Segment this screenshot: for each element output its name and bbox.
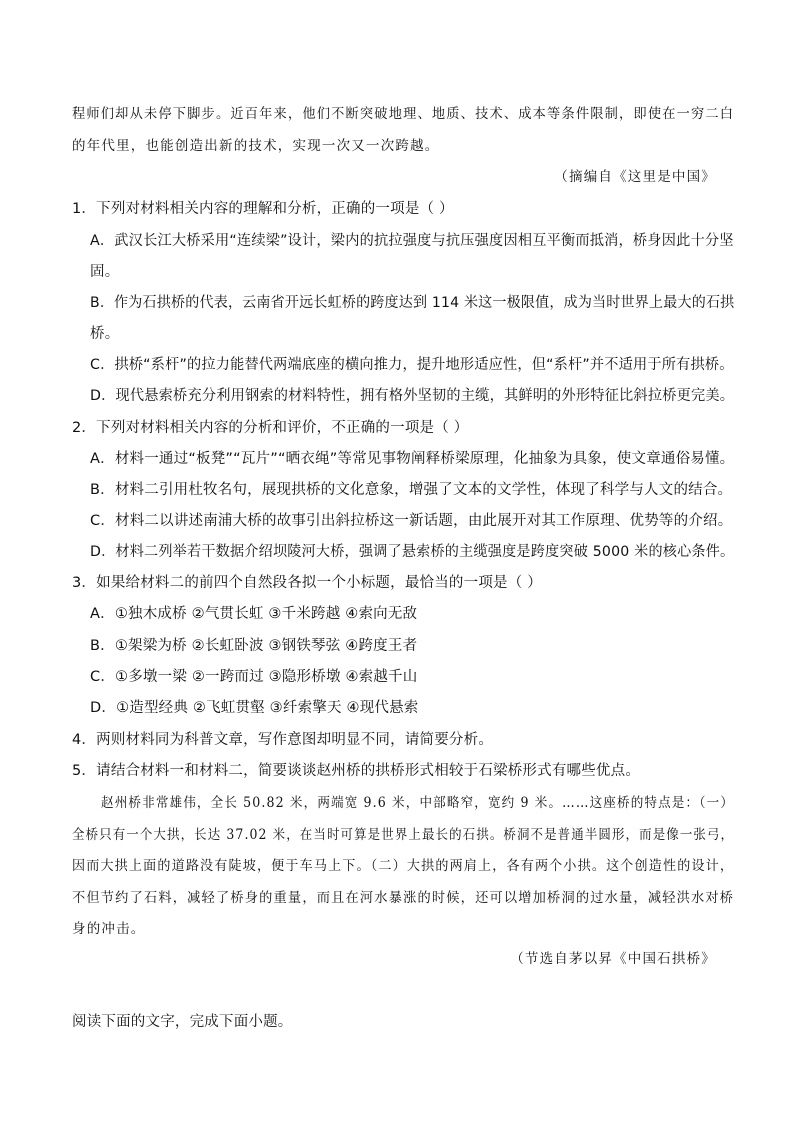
question-3-stem: 3．如果给材料二的前四个自然段各拟一个小标题，最恰当的一项是（ ） <box>72 575 542 591</box>
question-3-option-d: D．①造型经典 ②飞虹贯壑 ③纤索擎天 ④现代悬索 <box>90 700 419 716</box>
question-3-option-c: C．①多墩一梁 ②一跨而过 ③隐形桥墩 ④索越千山 <box>90 669 418 685</box>
question-1-option-b: B．作为石拱桥的代表，云南省开远长虹桥的跨度达到 114 米这一极限值，成为当时世界上最大的石拱 <box>90 295 735 311</box>
next-section-instruction: 阅读下面的文字，完成下面小题。 <box>72 1014 293 1030</box>
intro-passage-line-2: 的年代里，也能创造出新的技术，实现一次又一次跨越。 <box>72 138 440 154</box>
question-1-option-a-cont: 固。 <box>90 264 120 280</box>
question-4-stem: 4．两则材料同为科普文章，写作意图却明显不同，请简要分析。 <box>72 732 494 748</box>
extract-line-5: 身的冲击。 <box>72 921 146 937</box>
extract-line-2: 全桥只有一个大拱，长达 37.02 米，在当时可算是世界上最长的石拱。桥洞不是普通半圆形，而是像一张弓， <box>72 827 735 843</box>
extract-line-3: 因而大拱上面的道路没有陡坡，便于车马上下。（二）大拱的两肩上，各有两个小拱。这个创造性的设计， <box>72 858 735 874</box>
question-5-stem: 5．请结合材料一和材料二，简要谈谈赵州桥的拱桥形式相较于石梁桥形式有哪些优点。 <box>72 763 641 779</box>
question-3-option-a: A．①独木成桥 ②气贯长虹 ③千米跨越 ④索向无敌 <box>90 606 418 622</box>
question-1-stem: 1．下列对材料相关内容的理解和分析，正确的一项是（ ） <box>72 201 454 217</box>
question-1-option-c: C．拱桥“系杆”的拉力能替代两端底座的横向推力，提升地形适应性，但“系杆”并不适用于所有拱桥。 <box>90 357 734 373</box>
question-2-stem: 2．下列对材料相关内容的分析和评价，不正确的一项是（ ） <box>72 420 469 436</box>
question-2-option-a: A．材料一通过“板凳”“瓦片”“晒衣绳”等常见事物阐释桥梁原理，化抽象为具象，使文章通俗易懂。 <box>90 451 735 467</box>
extract-source-citation: （节选自茅以昇《中国石拱桥》 <box>510 951 716 967</box>
extract-line-4: 不但节约了石料，减轻了桥身的重量，而且在河水暴涨的时候，还可以增加桥洞的过水量，减轻洪水对桥 <box>72 890 735 906</box>
question-1-option-b-cont: 桥。 <box>90 326 120 342</box>
question-3-option-b: B．①架梁为桥 ②长虹卧波 ③钢铁琴弦 ④跨度王者 <box>90 638 418 654</box>
question-2-option-c: C．材料二以讲述南浦大桥的故事引出斜拉桥这一新话题，由此展开对其工作原理、优势等的介绍。 <box>90 513 733 529</box>
question-2-option-b: B．材料二引用杜牧名句，展现拱桥的文化意象，增强了文本的文学性，体现了科学与人文的结合。 <box>90 482 733 498</box>
question-1-option-d: D．现代悬索桥充分利用钢索的材料特性，拥有格外坚韧的主缆，其鲜明的外形特征比斜拉桥更完美。 <box>90 388 735 404</box>
question-2-option-d: D．材料二列举若干数据介绍坝陵河大桥，强调了悬索桥的主缆强度是跨度突破 5000 米的核心条件。 <box>90 544 735 560</box>
intro-source-citation: （摘编自《这里是中国》 <box>554 169 716 185</box>
extract-line-1: 赵州桥非常雄伟，全长 50.82 米，两端宽 9.6 米，中部略窄，宽约 9 米。……这座桥的特点是：（一） <box>101 795 735 811</box>
intro-passage-line-1: 程师们却从未停下脚步。近百年来，他们不断突破地理、地质、技术、成本等条件限制，即使在一穷二白 <box>72 106 735 122</box>
question-1-option-a: A．武汉长江大桥采用“连续梁”设计，梁内的抗拉强度与抗压强度因相互平衡而抵消，桥身因此十分坚 <box>90 233 734 249</box>
